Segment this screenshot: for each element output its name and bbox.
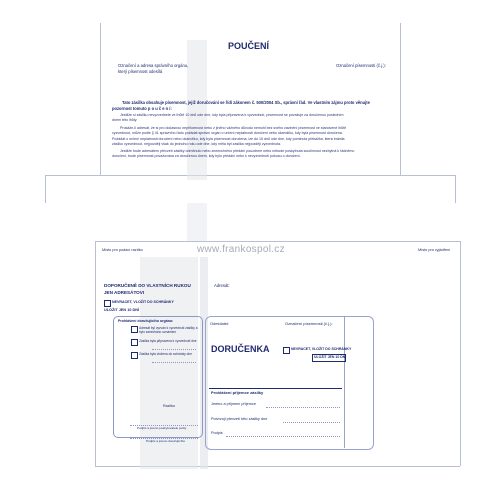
deliverer-signature-label: Podpis a jméno doručujícího bbox=[146, 439, 186, 443]
receipt-date-field[interactable] bbox=[283, 422, 340, 423]
sheet-left-edge bbox=[100, 23, 101, 175]
paragraph-3-line: doručení, bude písemnost považována za doručenou dnem, kdy bylo předání nebo k nevyzvednutí pokusu o doručení. bbox=[112, 154, 301, 159]
prepared-date-field[interactable] bbox=[152, 349, 196, 350]
no-redirect-label: NEVRACET, VLOŽIT DO SCHRÁNKY bbox=[112, 300, 174, 304]
sender-label-line2: který písemnost odesílá bbox=[118, 69, 163, 74]
delivery-type-line1: DOPORUČENĚ DO VLASTNÍCH RUKOU bbox=[104, 283, 191, 288]
sender-field-label: Odesílatel: bbox=[210, 321, 230, 326]
receipt-window-divider bbox=[344, 316, 345, 448]
postal-signature-label: Podpis a jméno poskytovatele pošty bbox=[137, 426, 187, 430]
paragraph-2-line: Prokáže-li adresát, že si pro dočasnou nepřítomnost nebo z jiného vážného důvodu nemohl bez svého zavinění písemnost ve stanovené lhůtě bbox=[120, 126, 347, 130]
prepared-date-checkbox[interactable] bbox=[131, 339, 138, 346]
return-area-label: Místo pro vyjádření bbox=[418, 248, 451, 252]
paragraph-3-line: Jestliže bude adresátem převzetí zásilky odmítnuto nebo znemožněno předání pouzdrem nebo nebude poskytnuta součinnost nezbytná k řádnému bbox=[120, 149, 355, 153]
paragraph-2-line: vyzvednout, může podle § 41 správního řádu požádat správní orgán o určení neplatnosti doručení nebo okamžiku, kdy byla písemnost doručena. bbox=[112, 131, 343, 136]
notice-left-label: Adresát byl vyzván k vyzvednutí zásilky a bylo zanecháno oznámení bbox=[139, 326, 198, 334]
receipt-no-redirect-checkbox[interactable] bbox=[283, 347, 290, 354]
mailbox-date-checkbox[interactable] bbox=[131, 352, 138, 359]
sender-declaration-title: Prohlášení doručujícího orgánu: bbox=[118, 319, 174, 323]
delivery-type-line2: JEN ADRESÁTOVI bbox=[104, 290, 145, 295]
postal-stamp-label: Razítko bbox=[163, 404, 176, 408]
addressee-label: Adresát: bbox=[214, 283, 230, 288]
stamp-area-label: Místo pro podací razítko bbox=[102, 248, 143, 252]
signature-field[interactable] bbox=[226, 436, 340, 437]
no-redirect-checkbox[interactable] bbox=[104, 300, 111, 307]
sender-declaration-panel bbox=[113, 316, 203, 438]
sender-label-line1: Označení a adresa správního orgánu, bbox=[118, 63, 189, 68]
recipient-declaration-title: Prohlášení příjemce zásilky bbox=[211, 390, 264, 395]
receipt-date-label: Potvrzuji převzetí této zásilky dne bbox=[211, 417, 268, 421]
instruction-paragraph-3 bbox=[112, 149, 392, 160]
mailbox-date-label: Zásilka byla vložena do schránky dne bbox=[139, 352, 192, 356]
paragraph-2-line: Požádat o určení neplatnosti doručení nebo okamžiku, kdy byla písemnost doručena, lze do 15 dnů ode dne, kdy pominula překážka, která bránila bbox=[112, 136, 345, 141]
receipt-no-redirect-label: NEVRACET, VLOŽIT DO SCHRÁNKY bbox=[291, 347, 352, 351]
paragraph-1-line: Jestliže si zásilku nevyzvednete ve lhůtě 10 dnů ode dne, kdy byla připravena k vyzvednutí, písemnost se považuje za doručenou posledním bbox=[120, 113, 344, 117]
instruction-paragraph-2 bbox=[112, 126, 392, 148]
receipt-10-days-label: ULOŽIT JEN 10 DNÍ bbox=[314, 354, 347, 359]
sheet-title: POUČENÍ bbox=[228, 41, 270, 51]
envelope-left-edge bbox=[95, 241, 96, 466]
paragraph-1-line: dnem této lhůty. bbox=[112, 118, 138, 123]
paragraph-2-line: zásilku vyzvednout, nejpozději však do jednoho roku ode dne, kdy měla být zásilka nejpozději vyzvednuta. bbox=[112, 142, 282, 147]
signature-field-label: Podpis bbox=[211, 431, 223, 435]
prepared-date-label: Zásilka byla připravena k vyzvednutí dne bbox=[139, 339, 197, 343]
sheet-flap-right bbox=[455, 175, 456, 203]
notice-left-checkbox[interactable] bbox=[131, 326, 138, 333]
receipt-divider bbox=[209, 388, 342, 389]
doc-ref-label-envelope: Označení písemnosti (č.j.): bbox=[285, 321, 333, 326]
sheet-flap-left bbox=[45, 175, 46, 203]
website-watermark: www.frankospol.cz bbox=[197, 244, 285, 255]
adhesive-strip-middle bbox=[187, 203, 207, 241]
notice-bold-line2: pozornost tomuto p o u č e n í: bbox=[112, 106, 172, 111]
receipt-title: DORUČENKA bbox=[211, 344, 270, 354]
notice-bold-line1: Tato zásilka obsahuje písemnost, jejíž doručování se řídí zákonem č. 500/2004 Sb., správní řád. Ve vlastním zájmu proto věnujte bbox=[122, 100, 370, 105]
store-10-days-label: ULOŽIT JEN 10 DNÍ bbox=[104, 308, 140, 312]
mailbox-date-field[interactable] bbox=[152, 362, 196, 363]
instruction-paragraph-1 bbox=[112, 113, 392, 124]
sheet-right-edge bbox=[400, 23, 401, 175]
envelope-top-edge bbox=[95, 241, 460, 242]
doc-ref-label-top: Označení písemnosti (č.j.): bbox=[336, 63, 386, 68]
recipient-name-label: Jméno a příjmení příjemce bbox=[211, 402, 256, 406]
envelope-right-edge bbox=[460, 241, 461, 466]
sheet-fold-line bbox=[45, 175, 455, 176]
receipt-window bbox=[205, 316, 374, 450]
recipient-name-field[interactable] bbox=[266, 407, 340, 408]
